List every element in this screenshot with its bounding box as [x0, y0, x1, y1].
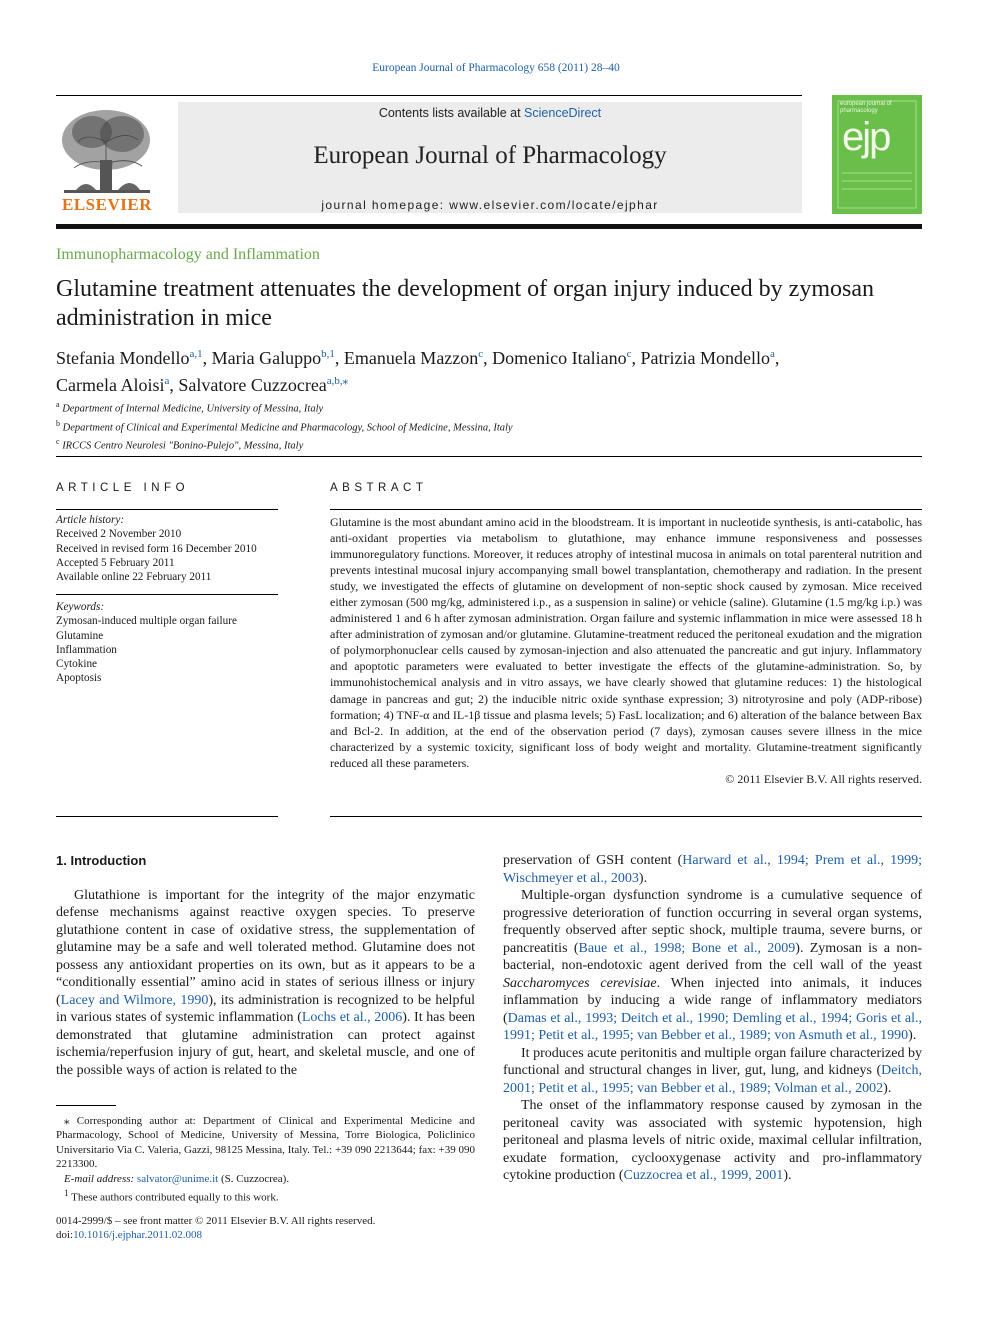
body-paragraph — [503, 852, 922, 887]
citation-link[interactable]: Damas et al., 1993; Deitch et al., 1990; Demling et al., 1994; Goris et al., 1991; Petit et al., 1995; van Bebber et al., 1989; von Asmuth et al., 1990 — [503, 1010, 922, 1043]
elsevier-wordmark: ELSEVIER — [62, 195, 152, 214]
species-name: Saccharomyces cerevisiae — [503, 975, 657, 991]
journal-name: European Journal of Pharmacology — [313, 142, 667, 169]
paragraph-text: ). Zymosan is a non-bacterial, non-endotoxic agent derived from the cell wall of the yeast — [503, 940, 922, 973]
author-list — [56, 343, 926, 397]
body-paragraph — [56, 887, 475, 1080]
author-affiliation-ref[interactable]: a — [770, 348, 775, 360]
citation-link[interactable]: Lacey and Wilmore, 1990 — [60, 992, 209, 1008]
paragraph-text: preservation of GSH content ( — [503, 853, 683, 868]
paragraph-text: ). — [638, 870, 648, 886]
affiliation-text: Department of Internal Medicine, University of Messina, Italy — [62, 403, 324, 415]
footnotes — [56, 1114, 475, 1205]
paragraph-text: Glutathione is important for the integrity of the major enzymatic defense mechanisms against reactive oxygen species. To preserve glutathione content in case of oxidative stress, the supplementation of glutamine may be a safe and well tolerated method. Glutamine does not possess any antioxidant properties on its own, but as it appears to be a “conditionally essential” amino acid in states of serious illness or injury ( — [56, 887, 475, 1008]
issn-line: 0014-2999/$ – see front matter © 2011 Elsevier B.V. All rights reserved. — [56, 1215, 376, 1227]
affiliation-item — [56, 398, 926, 417]
section-heading: 1. Introduction — [56, 853, 147, 868]
divider — [56, 594, 278, 595]
doi-prefix: doi: — [56, 1229, 74, 1242]
paragraph-text: ), its administration is recognized to be helpful in various states of systemic inflammation ( — [56, 992, 475, 1025]
equal-contribution-note — [56, 1186, 475, 1205]
header-top-rule — [56, 95, 802, 96]
author[interactable]: Stefania Mondello — [56, 348, 190, 368]
email-note — [56, 1172, 475, 1186]
paragraph-text: The onset of the inflammatory response caused by zymosan in the peritoneal cavity was associated with systemic hypotension, high peritoneal and plasma levels of nitric oxide, maximal cellular infiltration, exudate formation, cyclooxygenase activity and pro-inflammatory cytokine production ( — [503, 1098, 922, 1183]
author-affiliation-ref[interactable]: c — [626, 348, 632, 360]
author-affiliation-ref[interactable]: a,b,⁎ — [326, 375, 349, 387]
keyword-item: Apoptosis — [56, 672, 102, 685]
history-item: Available online 22 February 2011 — [56, 571, 212, 584]
author[interactable]: Carmela Aloisi — [56, 375, 165, 395]
section-label: Immunopharmacology and Inflammation — [56, 246, 320, 263]
body-paragraph — [503, 1045, 922, 1098]
keyword-item: Inflammation — [56, 643, 117, 656]
contents-available-line — [178, 106, 802, 120]
affiliation-item — [56, 417, 926, 436]
author[interactable]: Maria Galuppo — [211, 348, 322, 368]
body-column-right — [503, 852, 922, 1185]
author-affiliation-ref[interactable]: b,1 — [321, 348, 335, 360]
author-separator: , — [631, 348, 641, 368]
header-thick-rule — [56, 224, 922, 229]
paragraph-text: It produces acute peritonitis and multiple organ failure characterized by functional and structural changes in liver, gut, lung, and kidneys ( — [503, 1045, 922, 1078]
journal-citation-link[interactable]: European Journal of Pharmacology 658 (2011) 28–40 — [372, 62, 620, 74]
divider — [330, 816, 922, 817]
citation-link[interactable]: Harward et al., 1994; Prem et al., 1999; Wischmeyer et al., 2003 — [503, 853, 922, 886]
abstract-paragraph: Glutamine is the most abundant amino acid in the bloodstream. It is important in nucleotide synthesis, is anti-catabolic, has anti-oxidant properties via metabolism to glutathione, may enhance immune responsiveness and possesses immunoregulatory functions. Moreover, it reduces atrophy of intestinal mucosa in animals on total parenteral nutrition and prevents intestinal mucosal injury accompanying small bowel transplantation, chemotherapy and radiation. In the present study, we investigated the effects of glutamine on development of non-septic shock caused by zymosan. Mice received either zymosan (500 mg/kg, administered i.p., as a suspension in saline) or vehicle (saline). Glutamine (1.5 mg/kg i.p.) was administered 1 and 6 h after zymosan administration. Organ failure and systemic inflammation in mice were assessed 18 h after administration of zymosan and/or glutamine. Glutamine-treatment reduced the peritoneal exudation and the migration of polymorphonuclear cells caused by zymosan-injection and also attenuated the pancreatic and gut injury. Inflammatory and apoptotic parameters were evaluated to better investigate the effects of the glutamine-administration. So, by immunohistochemical analysis and in vitro assays, we have clearly showed that glutamine reduces: 1) the histological damage in pancreas and gut; 2) the inducible nitric oxide synthase expression; 3) nitrotyrosine and poly (ADP-ribose) formation; 4) TNF-α and IL-1β tissue and plasma levels; 5) FasL localization; and 6) alteration of the balance between Bax and Bcl-2. In addition, at the end of the observation period (7 days), zymosan causes severe illness in the mice characterized by a systemic toxicity, significant loss of body weight and mortality. Glutamine-treatment significantly reduced all these parameters. — [330, 515, 922, 770]
author-separator: , — [483, 348, 493, 368]
author[interactable]: Emanuela Mazzon — [343, 348, 479, 368]
article-info-heading: ARTICLE INFO — [56, 482, 190, 494]
article-title: Glutamine treatment attenuates the development of organ injury induced by zymosan administration in mice — [56, 276, 874, 331]
paragraph-text: ). — [908, 1028, 917, 1043]
sciencedirect-link[interactable]: ScienceDirect — [524, 106, 602, 120]
history-item: Received in revised form 16 December 2010 — [56, 542, 257, 555]
affiliation-key: b — [56, 418, 60, 428]
keyword-item: Glutamine — [56, 629, 104, 642]
journal-cover-thumbnail — [832, 95, 922, 214]
ejp-logo-text: ejp — [842, 115, 890, 159]
keyword-item: Zymosan-induced multiple organ failure — [56, 615, 237, 628]
paragraph-text: ). — [783, 1168, 792, 1183]
citation-link[interactable]: Deitch, 2001; Petit et al., 1995; van Bebber et al., 1989; Volman et al., 2002 — [503, 1063, 922, 1096]
affiliation-text: IRCCS Centro Neurolesi "Bonino-Pulejo", Messina, Italy — [62, 440, 304, 452]
email-link[interactable]: salvator@unime.it — [136, 1172, 219, 1185]
paragraph-text: Multiple-organ dysfunction syndrome is a cumulative sequence of progressive deterioration of function occurring in several organ systems, frequently observed after septic shock, multiple trauma, severe burns, or pancreatitis ( — [503, 888, 922, 956]
abstract-heading: ABSTRACT — [330, 482, 428, 494]
affiliation-item — [56, 435, 926, 454]
paragraph-text: ). — [883, 1080, 892, 1096]
front-matter-info — [56, 1214, 475, 1243]
citation-link[interactable]: Lochs et al., 2006 — [301, 1010, 403, 1025]
divider — [56, 456, 922, 457]
divider — [56, 816, 278, 817]
author-affiliation-ref[interactable]: a — [164, 375, 170, 387]
footnote-key: 1 — [64, 1188, 69, 1199]
keyword-item: Cytokine — [56, 658, 98, 671]
affiliation-list — [56, 398, 926, 454]
affiliation-key: c — [56, 437, 60, 446]
author-separator: , — [202, 348, 212, 368]
footnote-rule — [56, 1105, 116, 1106]
corresponding-author-note: ⁎ Corresponding author at: Department of Clinical and Experimental Medicine and Pharmacology, School of Medicine, University of Messina, Torre Biologica, Policlinico Universitario Via C. Valeria, Gazzi, 98125 Messina, Italy. Tel.: +39 090 2213644; fax: +39 090 2213300. — [56, 1115, 475, 1171]
citation-link[interactable]: Baue et al., 1998; Bone et al., 2009 — [578, 940, 796, 956]
email-label: E-mail address: — [64, 1172, 137, 1185]
author[interactable]: Salvatore Cuzzocrea — [178, 375, 327, 395]
journal-homepage[interactable]: journal homepage: www.elsevier.com/locate/ejphar — [321, 198, 659, 212]
author-affiliation-ref[interactable]: c — [478, 348, 484, 360]
paragraph-text: ). It has been demonstrated that glutamine administration can protect against ischemia/reperfusion injury of gut, heart, and skeletal muscle, and one of the possible ways of action is related to the — [56, 1010, 475, 1078]
email-suffix: (S. Cuzzocrea). — [218, 1172, 290, 1185]
body-column-left — [56, 852, 475, 1079]
doi-line — [56, 1228, 475, 1242]
abstract-body — [330, 514, 922, 787]
divider — [56, 509, 278, 510]
article-history — [56, 513, 278, 584]
author[interactable]: Domenico Italiano — [492, 348, 627, 368]
affiliation-text: Department of Clinical and Experimental Medicine and Pharmacology, School of Medicine, Messina, Italy — [62, 422, 513, 433]
history-label: Article history: — [56, 514, 125, 526]
keywords-label: Keywords: — [56, 601, 105, 613]
keywords — [56, 600, 278, 686]
citation-link[interactable]: Cuzzocrea et al., 1999, 2001 — [623, 1168, 784, 1183]
footnote-text: These authors contributed equally to this work. — [71, 1191, 279, 1204]
author[interactable]: Patrizia Mondello — [640, 348, 771, 368]
cover-small-text: european journal of pharmacology — [840, 101, 892, 114]
history-item: Received 2 November 2010 — [56, 528, 182, 541]
divider — [330, 509, 922, 510]
history-item: Accepted 5 February 2011 — [56, 556, 175, 569]
author-affiliation-ref[interactable]: a,1 — [189, 348, 203, 360]
affiliation-key: a — [56, 400, 60, 409]
body-paragraph — [503, 1097, 922, 1185]
author-separator: , — [774, 348, 780, 368]
body-paragraph — [503, 887, 922, 1045]
abstract-copyright: © 2011 Elsevier B.V. All rights reserved. — [725, 771, 922, 786]
paragraph-text: . When injected into animals, it induces inflammation by inducing a wide range of inflammatory mediators ( — [503, 975, 922, 1026]
contents-prefix: Contents lists available at — [378, 106, 525, 120]
author-separator: , — [334, 348, 344, 368]
author-separator: , — [169, 375, 179, 395]
doi-link[interactable]: 10.1016/j.ejphar.2011.02.008 — [73, 1229, 202, 1242]
